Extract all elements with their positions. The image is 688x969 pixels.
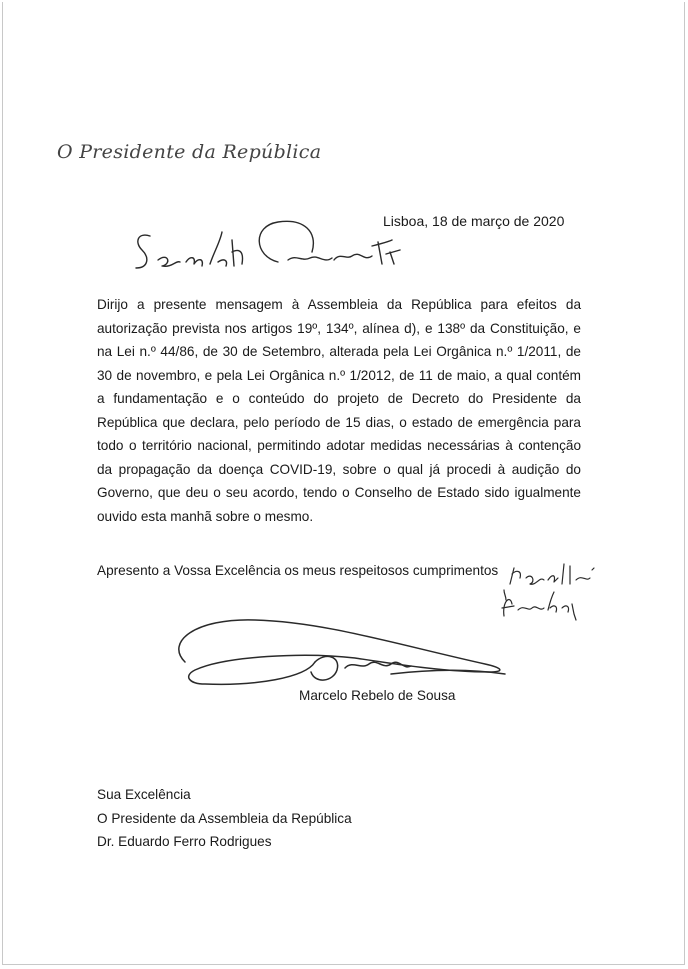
letter-body: Dirijo a presente mensagem à Assembleia da República para efeitos da autorização prevista nos artigos 19º, 134º, alínea d), e 138º da Constituição, e na Lei n.º 44/86, de 30 de Setembro, alterada pela Lei Orgânica n.º 1/2011, de 30 de novembro, e pela Lei Orgânica n.º 1/2012, de 11 de maio, a qual contém a fundamentação e o conteúdo do projeto de Decreto do Presidente da República que declara, pelo período de 15 dias, o estado de emergência para todo o território nacional, permitindo adotar medidas necessárias à contenção da propagação da doença COVID-19, sobre o qual já procedi à audição do Governo, que deu o seu acordo, tendo o Conselho de Estado sido igualmente ouvido esta manhã sobre o mesmo. (97, 297, 581, 524)
letterhead-title: O Presidente da República (57, 141, 322, 163)
addressee-line-2: O Presidente da Assembleia da República (97, 811, 352, 826)
handwritten-closing-note (500, 556, 630, 628)
date-line: Lisboa, 18 de março de 2020 (383, 213, 565, 229)
handwritten-salutation (128, 212, 428, 284)
closing-line: Apresento a Vossa Excelência os meus respeitosos cumprimentos (97, 563, 499, 578)
addressee-line-1: Sua Excelência (97, 787, 191, 802)
signature (165, 612, 510, 696)
addressee-line-3: Dr. Eduardo Ferro Rodrigues (97, 834, 272, 849)
signer-name: Marcelo Rebelo de Sousa (299, 688, 456, 703)
